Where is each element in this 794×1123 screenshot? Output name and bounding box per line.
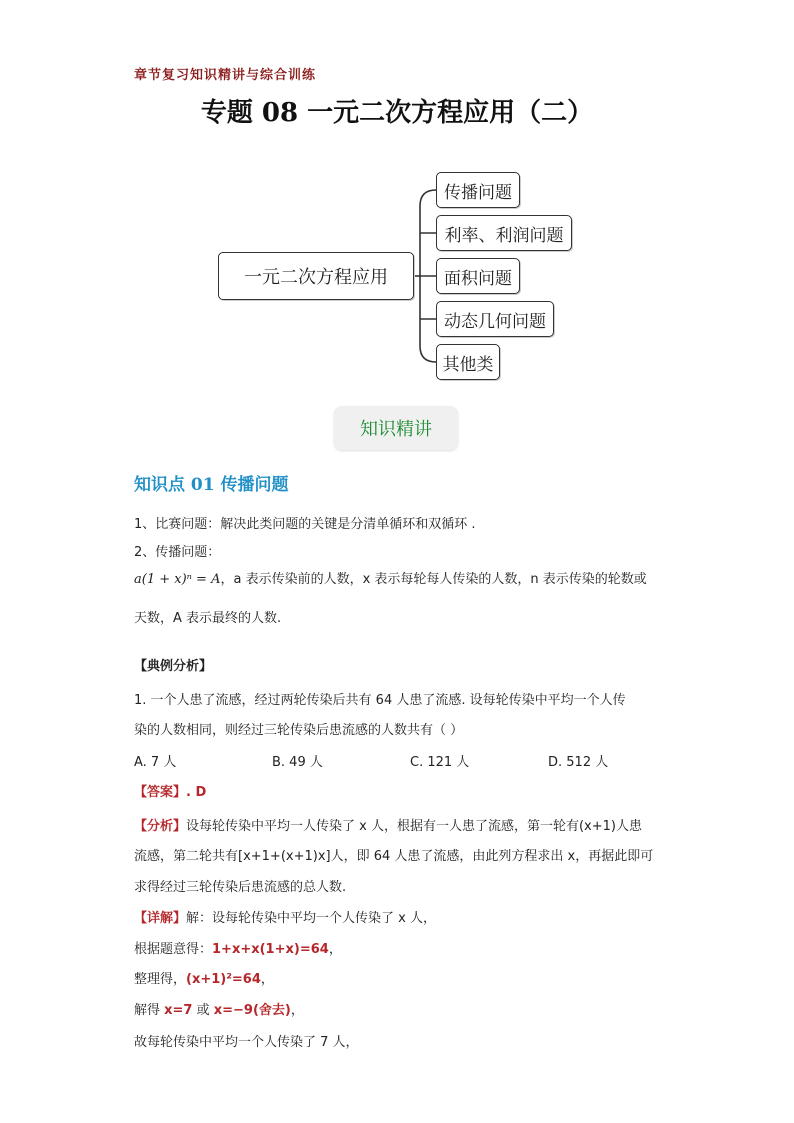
detail-line [134, 907, 436, 926]
step-4: 故每轮传染中平均一个人传染了 7 人， [134, 1035, 359, 1050]
answer-line [134, 781, 206, 800]
analysis-line-c: 求得经过三轮传染后患流感的总人数. [134, 880, 347, 895]
branch-other: 其他类 [436, 344, 500, 380]
kp-formula-desc-b: 天数，A 表示最终的人数. [134, 611, 282, 626]
analysis-line-a [134, 815, 642, 834]
kp-item-1: 1、比赛问题：解决此类问题的关键是分清单循环和双循环 . [134, 517, 476, 532]
step-3-eq-b: x=−9(舍去) [213, 1003, 291, 1018]
formula: a(1 + x)ⁿ = A [134, 572, 221, 587]
answer-value: . D [186, 785, 207, 800]
series-header: 章节复习知识精讲与综合训练 [134, 68, 317, 83]
answer-tag: 【答案】 [134, 785, 187, 800]
branch-interest-profit: 利率、利润问题 [436, 215, 572, 251]
branch-dynamic-geometry: 动态几何问题 [436, 301, 554, 337]
option-b: B. 49 人 [272, 755, 323, 770]
analysis-tag: 【分析】 [134, 819, 187, 834]
step-1-comma: ， [328, 942, 342, 957]
option-c: C. 121 人 [410, 755, 470, 770]
step-2-label: 整理得， [134, 972, 187, 987]
question-line-a: 1. 一个人患了流感，经过两轮传染后共有 64 人患了流感. 设每轮传染中平均一个人传 [134, 693, 626, 708]
kp-formula-line [134, 568, 647, 587]
step-3-eq-a: x=7 [164, 1003, 193, 1018]
example-label: 【典例分析】 [134, 659, 213, 674]
option-d: D. 512 人 [548, 755, 609, 770]
step-1-label: 根据题意得： [134, 942, 213, 957]
step-3-comma: ， [290, 1003, 304, 1018]
section-badge: 知识精讲 [334, 406, 458, 450]
step-3-label: 解得 [134, 1003, 165, 1018]
page-title: 专题 08 一元二次方程应用（二） [200, 98, 594, 128]
step-1-eq: 1+x+x(1+x)=64 [212, 942, 329, 957]
analysis-line-b: 流感，第二轮共有[x+1+(x+1)x]人，即 64 人患了流感，由此列方程求出 x，再据此即可 [134, 849, 654, 864]
branch-spread: 传播问题 [436, 172, 520, 208]
detail-tag: 【详解】 [134, 911, 187, 926]
detail-first: 解：设每轮传染中平均一个人传染了 x 人， [186, 911, 436, 926]
step-2-comma: ， [260, 972, 274, 987]
formula-desc-a: ，a 表示传染前的人数，x 表示每轮每人传染的人数，n 表示传染的轮数或 [220, 572, 647, 587]
step-3-mid: 或 [192, 1003, 214, 1018]
step-2 [134, 968, 274, 987]
question-line-b: 染的人数相同，则经过三轮传染后患流感的人数共有（ ） [134, 723, 464, 738]
kp-item-2: 2、传播问题： [134, 545, 221, 560]
step-1 [134, 938, 342, 957]
step-3 [134, 999, 304, 1018]
branch-area: 面积问题 [436, 258, 520, 294]
analysis-text-a: 设每轮传染中平均一人传染了 x 人，根据有一人患了流感，第一轮有(x+1)人患 [186, 819, 642, 834]
step-2-eq: (x+1)²=64 [186, 972, 261, 987]
option-a: A. 7 人 [134, 755, 177, 770]
mind-map-root: 一元二次方程应用 [218, 252, 414, 300]
knowledge-point-heading: 知识点 01 传播问题 [134, 475, 289, 495]
